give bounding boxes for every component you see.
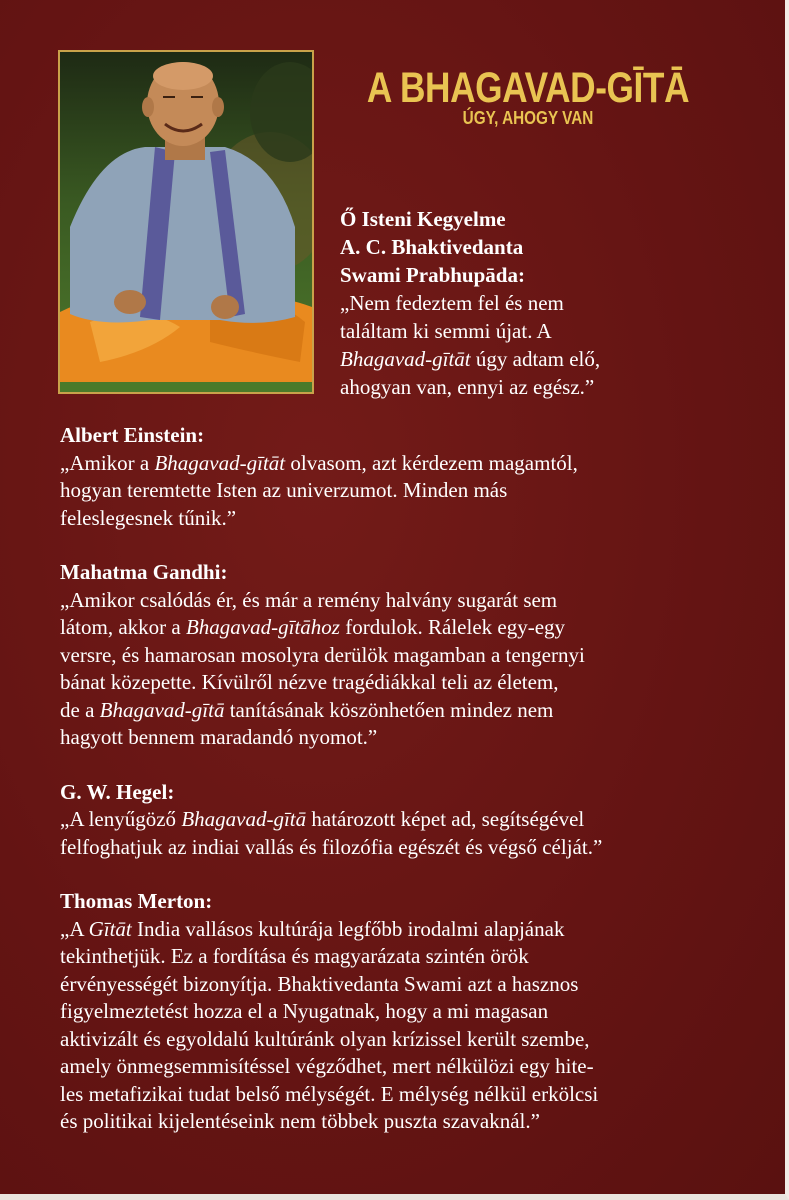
- quote-line: aktivizált és egyoldalú kultúránk olyan krízissel került szembe,: [60, 1026, 590, 1051]
- book-title-block: [318, 62, 738, 129]
- quote-speaker: Albert Einstein:: [60, 423, 205, 447]
- quote-line: amely önmegsemmisítéssel végződhet, mert nélkülözi egy hite-: [60, 1054, 594, 1078]
- quote-line: les metafizikai tudat belső mélységét. E mélység nélkül erkölcsi: [60, 1081, 599, 1106]
- author-photo: [58, 50, 314, 394]
- quote-merton: [60, 888, 750, 1136]
- quotes-section: [60, 422, 750, 1163]
- author-name-line1: A. C. Bhaktivedanta: [340, 235, 524, 259]
- quote-line: „Amikor a Bhagavad-gītāt olvasom, azt kérdezem magamtól,: [60, 450, 578, 475]
- book-title: A BHAGAVAD-GĪTĀ: [366, 64, 690, 112]
- quote-line: bánat közepette. Kívülről nézve tragédiákkal teli az életem,: [60, 670, 559, 694]
- author-honorific: Ő Isteni Kegyelme: [340, 207, 506, 231]
- quote-line: tekinthetjük. Ez a fordítása és magyarázata szintén örök: [60, 944, 529, 968]
- quote-line: látom, akkor a Bhagavad-gītāhoz fordulok. Rálelek egy-egy: [60, 615, 566, 639]
- quote-line: feleslegesnek tűnik.”: [60, 505, 237, 530]
- quote-hegel: [60, 779, 750, 862]
- quote-speaker: G. W. Hegel:: [60, 779, 175, 804]
- quote-speaker: Mahatma Gandhi:: [60, 560, 228, 584]
- quote-line: „A Gītāt India vallásos kultúrája legfőbb irodalmi alapjának: [60, 916, 565, 941]
- author-quote-line: Bhagavad-gītāt úgy adtam elő,: [340, 347, 601, 371]
- quote-line: érvényességét bizonyítja. Bhaktivedanta Swami azt a hasznos: [60, 971, 579, 996]
- quote-line: hagyott bennem maradandó nyomot.”: [60, 725, 378, 749]
- quote-line: felfoghatjuk az indiai vallás és filozófia egészét és végső célját.”: [60, 834, 603, 859]
- quote-line: versre, és hamarosan mosolyra derülök magamban a tengernyi: [60, 642, 585, 667]
- book-subtitle: ÚGY, AHOGY VAN: [462, 108, 594, 128]
- quote-line: és politikai kijelentéseink nem többek puszta szavaknál.”: [60, 1109, 540, 1133]
- quote-einstein: [60, 422, 750, 532]
- quote-line: de a Bhagavad-gītā tanításának köszönhetően mindez nem: [60, 697, 554, 722]
- author-quote-line: ahogyan van, ennyi az egész.”: [340, 375, 595, 399]
- italic-title: Bhagavad-gītāt: [340, 347, 471, 371]
- author-quote-line: „Nem fedeztem fel és nem: [340, 291, 564, 315]
- author-block: [340, 205, 760, 401]
- quote-speaker: Thomas Merton:: [60, 889, 213, 913]
- quote-line: „Amikor csalódás ér, és már a remény halvány sugarát sem: [60, 587, 558, 612]
- quote-line: hogyan teremtette Isten az univerzumot. Minden más: [60, 478, 508, 502]
- author-portrait-illustration: [60, 52, 312, 392]
- author-name-line2: Swami Prabhupāda:: [340, 263, 525, 287]
- author-quote-line: találtam ki semmi újat. A: [340, 319, 552, 343]
- quote-line: figyelmeztetést hozza el a Nyugatnak, hogy a mi magasan: [60, 999, 549, 1023]
- quote-gandhi: [60, 559, 750, 752]
- quote-line: „A lenyűgöző Bhagavad-gītā határozott képet ad, segítségével: [60, 807, 585, 831]
